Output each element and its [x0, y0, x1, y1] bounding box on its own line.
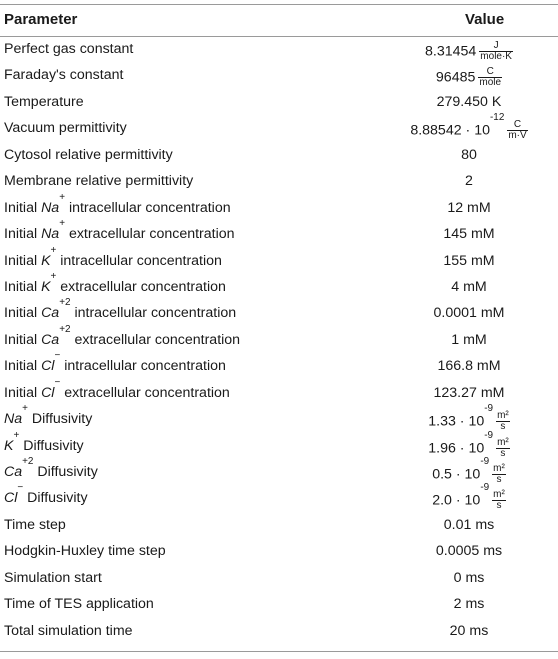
value-text: 279.450 K — [436, 93, 502, 110]
table-row — [0, 169, 558, 195]
parameter-label-suffix: intracellular concentration — [70, 305, 237, 322]
value-cell — [350, 147, 558, 163]
value-text: 0.0001 mM — [433, 305, 505, 322]
parameter-cell — [4, 67, 123, 83]
parameter-cell — [4, 244, 222, 269]
value-cell — [350, 456, 558, 486]
parameter-label: Initial — [4, 199, 42, 216]
value-text: 0.0005 ms — [435, 543, 503, 560]
parameter-cell — [4, 41, 133, 57]
value-text: 0.5 · 10 — [432, 466, 481, 483]
parameter-label-suffix: extracellular concentration — [70, 331, 241, 348]
parameter-label: Hodgkin-Huxley time step — [4, 543, 166, 560]
value-text: 2 — [465, 173, 473, 190]
parameter-cell — [4, 623, 133, 639]
parameter-label-suffix: Diffusivity — [19, 437, 84, 454]
table-row — [0, 482, 558, 512]
unit-numerator: m² — [493, 489, 505, 501]
ion-charge: +2 — [22, 456, 34, 468]
parameter-cell — [4, 147, 173, 163]
parameter-label-suffix: intracellular concentration — [56, 252, 222, 269]
ion-charge: − — [54, 350, 61, 362]
value-text: 123.27 mM — [433, 384, 505, 401]
table-row — [0, 566, 558, 592]
value-text: 8.31454 — [425, 43, 477, 60]
ion-symbol: Cl — [4, 490, 18, 507]
value-text: 0 ms — [453, 569, 485, 586]
parameter-cell — [4, 570, 102, 586]
ion-symbol: Na — [4, 411, 23, 428]
ion-symbol: K — [41, 252, 51, 269]
value-text: 1.33 · 10 — [428, 413, 485, 430]
value-exponent: -9 — [484, 429, 494, 441]
table-row — [0, 90, 558, 116]
value-text: 2 ms — [453, 596, 485, 613]
table-row — [0, 619, 558, 645]
value-cell — [350, 543, 558, 559]
parameter-label: Initial — [4, 226, 42, 243]
ion-symbol: Cl — [41, 384, 55, 401]
parameter-cell — [4, 376, 230, 401]
parameter-cell — [4, 191, 231, 216]
table-row — [0, 143, 558, 169]
parameter-label: Initial — [4, 358, 42, 375]
table-row — [0, 112, 558, 142]
ion-charge: + — [59, 218, 65, 230]
ion-symbol: Na — [41, 226, 60, 243]
value-exponent: -9 — [480, 456, 490, 468]
value-cell — [350, 94, 558, 110]
parameter-cell — [4, 456, 98, 481]
unit-fraction — [496, 411, 510, 432]
table-row — [0, 297, 558, 327]
table-row — [0, 191, 558, 222]
ion-charge: +2 — [59, 323, 71, 335]
value-text: 12 mM — [447, 199, 491, 216]
value-text: 4 mM — [451, 278, 487, 295]
ion-symbol: Ca — [41, 305, 60, 322]
table-row — [0, 37, 558, 63]
value-text: 166.8 mM — [437, 358, 501, 375]
table-row — [0, 403, 558, 433]
table-row — [0, 323, 558, 354]
value-cell — [350, 482, 558, 512]
parameter-cell — [4, 218, 235, 243]
value-cell — [350, 200, 558, 216]
unit-fraction — [507, 120, 527, 141]
parameter-cell — [4, 482, 88, 507]
unit-numerator: m² — [497, 410, 509, 422]
unit-denominator: s — [500, 421, 506, 433]
unit-denominator: mole — [479, 77, 502, 89]
table-row — [0, 429, 558, 460]
table-bottom-rule — [0, 651, 558, 652]
parameter-cell — [4, 543, 166, 559]
value-cell — [350, 403, 558, 433]
value-cell — [350, 596, 558, 612]
parameter-label: Initial — [4, 252, 42, 269]
parameter-cell — [4, 173, 193, 189]
table-row — [0, 592, 558, 618]
value-text: 8.88542 · 10 — [410, 122, 490, 139]
parameter-label: Perfect gas constant — [4, 41, 134, 57]
unit-denominator: s — [496, 500, 502, 512]
parameter-label: Initial — [4, 384, 42, 401]
value-cell — [350, 279, 558, 295]
value-exponent: -9 — [484, 403, 494, 415]
table-row — [0, 270, 558, 301]
table-row — [0, 244, 558, 275]
table-row — [0, 513, 558, 539]
unit-numerator: C — [478, 67, 502, 78]
value-cell — [350, 253, 558, 269]
value-cell — [350, 429, 558, 459]
parameter-label-suffix: intracellular concentration — [60, 358, 226, 375]
parameter-label-suffix: intracellular concentration — [65, 199, 231, 216]
table-top-rule — [0, 4, 558, 5]
table-row — [0, 350, 558, 380]
ion-charge: + — [13, 429, 20, 441]
unit-denominator: s — [500, 447, 506, 459]
parameter-cell — [4, 94, 84, 110]
parameter-label: Total simulation time — [4, 622, 133, 639]
value-cell — [350, 41, 558, 62]
value-text: 145 mM — [443, 226, 495, 243]
value-cell — [350, 67, 558, 88]
ion-charge: + — [50, 244, 57, 256]
ion-charge: + — [22, 403, 28, 415]
ion-charge: + — [50, 270, 57, 282]
parameter-label: Initial — [4, 278, 42, 295]
ion-symbol: Na — [41, 199, 60, 216]
parameter-label: Initial — [4, 305, 42, 322]
value-cell — [350, 385, 558, 401]
value-cell — [350, 358, 558, 374]
parameter-cell — [4, 270, 226, 295]
value-cell — [350, 570, 558, 586]
unit-numerator: m² — [497, 436, 509, 448]
ion-symbol: K — [41, 278, 51, 295]
table-row — [0, 539, 558, 565]
value-text: 2.0 · 10 — [432, 492, 481, 509]
parameter-cell — [4, 120, 127, 136]
parameter-label-suffix: extracellular concentration — [60, 384, 230, 401]
ion-symbol: K — [4, 437, 14, 454]
parameter-label: Time step — [4, 516, 66, 533]
value-text: 20 ms — [449, 622, 489, 639]
unit-numerator: J — [479, 41, 513, 52]
parameter-label: Vacuum permittivity — [4, 120, 127, 137]
unit-numerator: m² — [493, 463, 505, 475]
value-text: 1.96 · 10 — [428, 439, 485, 456]
unit-fraction — [492, 490, 506, 511]
ion-symbol: Ca — [41, 331, 60, 348]
parameter-label: Simulation start — [4, 569, 102, 586]
value-exponent: -12 — [490, 112, 505, 124]
unit-fraction — [496, 438, 510, 459]
value-text: 155 mM — [443, 252, 495, 269]
value-cell — [350, 173, 558, 189]
unit-fraction — [478, 67, 502, 88]
unit-fraction — [492, 464, 506, 485]
ion-charge: − — [17, 482, 24, 494]
value-cell — [350, 305, 558, 321]
value-cell — [350, 226, 558, 242]
ion-charge: − — [54, 376, 61, 388]
unit-fraction — [479, 41, 513, 62]
unit-denominator: mole·K — [480, 51, 512, 62]
table-row — [0, 376, 558, 407]
value-cell — [350, 332, 558, 348]
value-text: 80 — [461, 146, 477, 163]
value-cell — [350, 623, 558, 639]
parameter-label: Membrane relative permittivity — [4, 173, 194, 190]
value-exponent: -9 — [480, 482, 490, 494]
unit-denominator: s — [496, 474, 502, 486]
ion-charge: +2 — [59, 297, 71, 309]
parameter-cell — [4, 403, 93, 428]
table-row — [0, 218, 558, 248]
parameter-label-suffix: Diffusivity — [23, 490, 88, 507]
unit-numerator: C — [507, 120, 527, 131]
parameter-label-suffix: Diffusivity — [33, 464, 98, 481]
table-row — [0, 63, 558, 89]
ion-symbol: Cl — [41, 358, 55, 375]
parameter-label-suffix: Diffusivity — [27, 411, 93, 428]
value-cell — [350, 517, 558, 533]
parameter-label: Time of TES application — [4, 596, 154, 613]
ion-charge: + — [59, 191, 65, 203]
unit-denominator: m·V — [508, 130, 527, 142]
column-header-value: Value — [465, 11, 505, 28]
parameter-cell — [4, 350, 226, 375]
value-text: 1 mM — [451, 331, 487, 348]
parameter-label: Temperature — [4, 93, 84, 110]
value-text: 0.01 ms — [443, 516, 495, 533]
value-text: 96485 — [435, 69, 476, 86]
parameter-label: Faraday's constant — [4, 67, 124, 84]
parameter-cell — [4, 429, 84, 454]
parameter-cell — [4, 517, 66, 533]
parameter-label: Cytosol relative permittivity — [4, 146, 173, 163]
parameter-cell — [4, 297, 237, 322]
parameter-cell — [4, 596, 154, 612]
parameter-label-suffix: extracellular concentration — [56, 278, 226, 295]
table-row — [0, 456, 558, 486]
parameter-label-suffix: extracellular concentration — [65, 226, 235, 243]
value-cell — [350, 112, 558, 142]
parameter-cell — [4, 323, 241, 348]
parameter-label: Initial — [4, 331, 42, 348]
ion-symbol: Ca — [4, 464, 23, 481]
column-header-parameter: Parameter — [4, 11, 78, 28]
